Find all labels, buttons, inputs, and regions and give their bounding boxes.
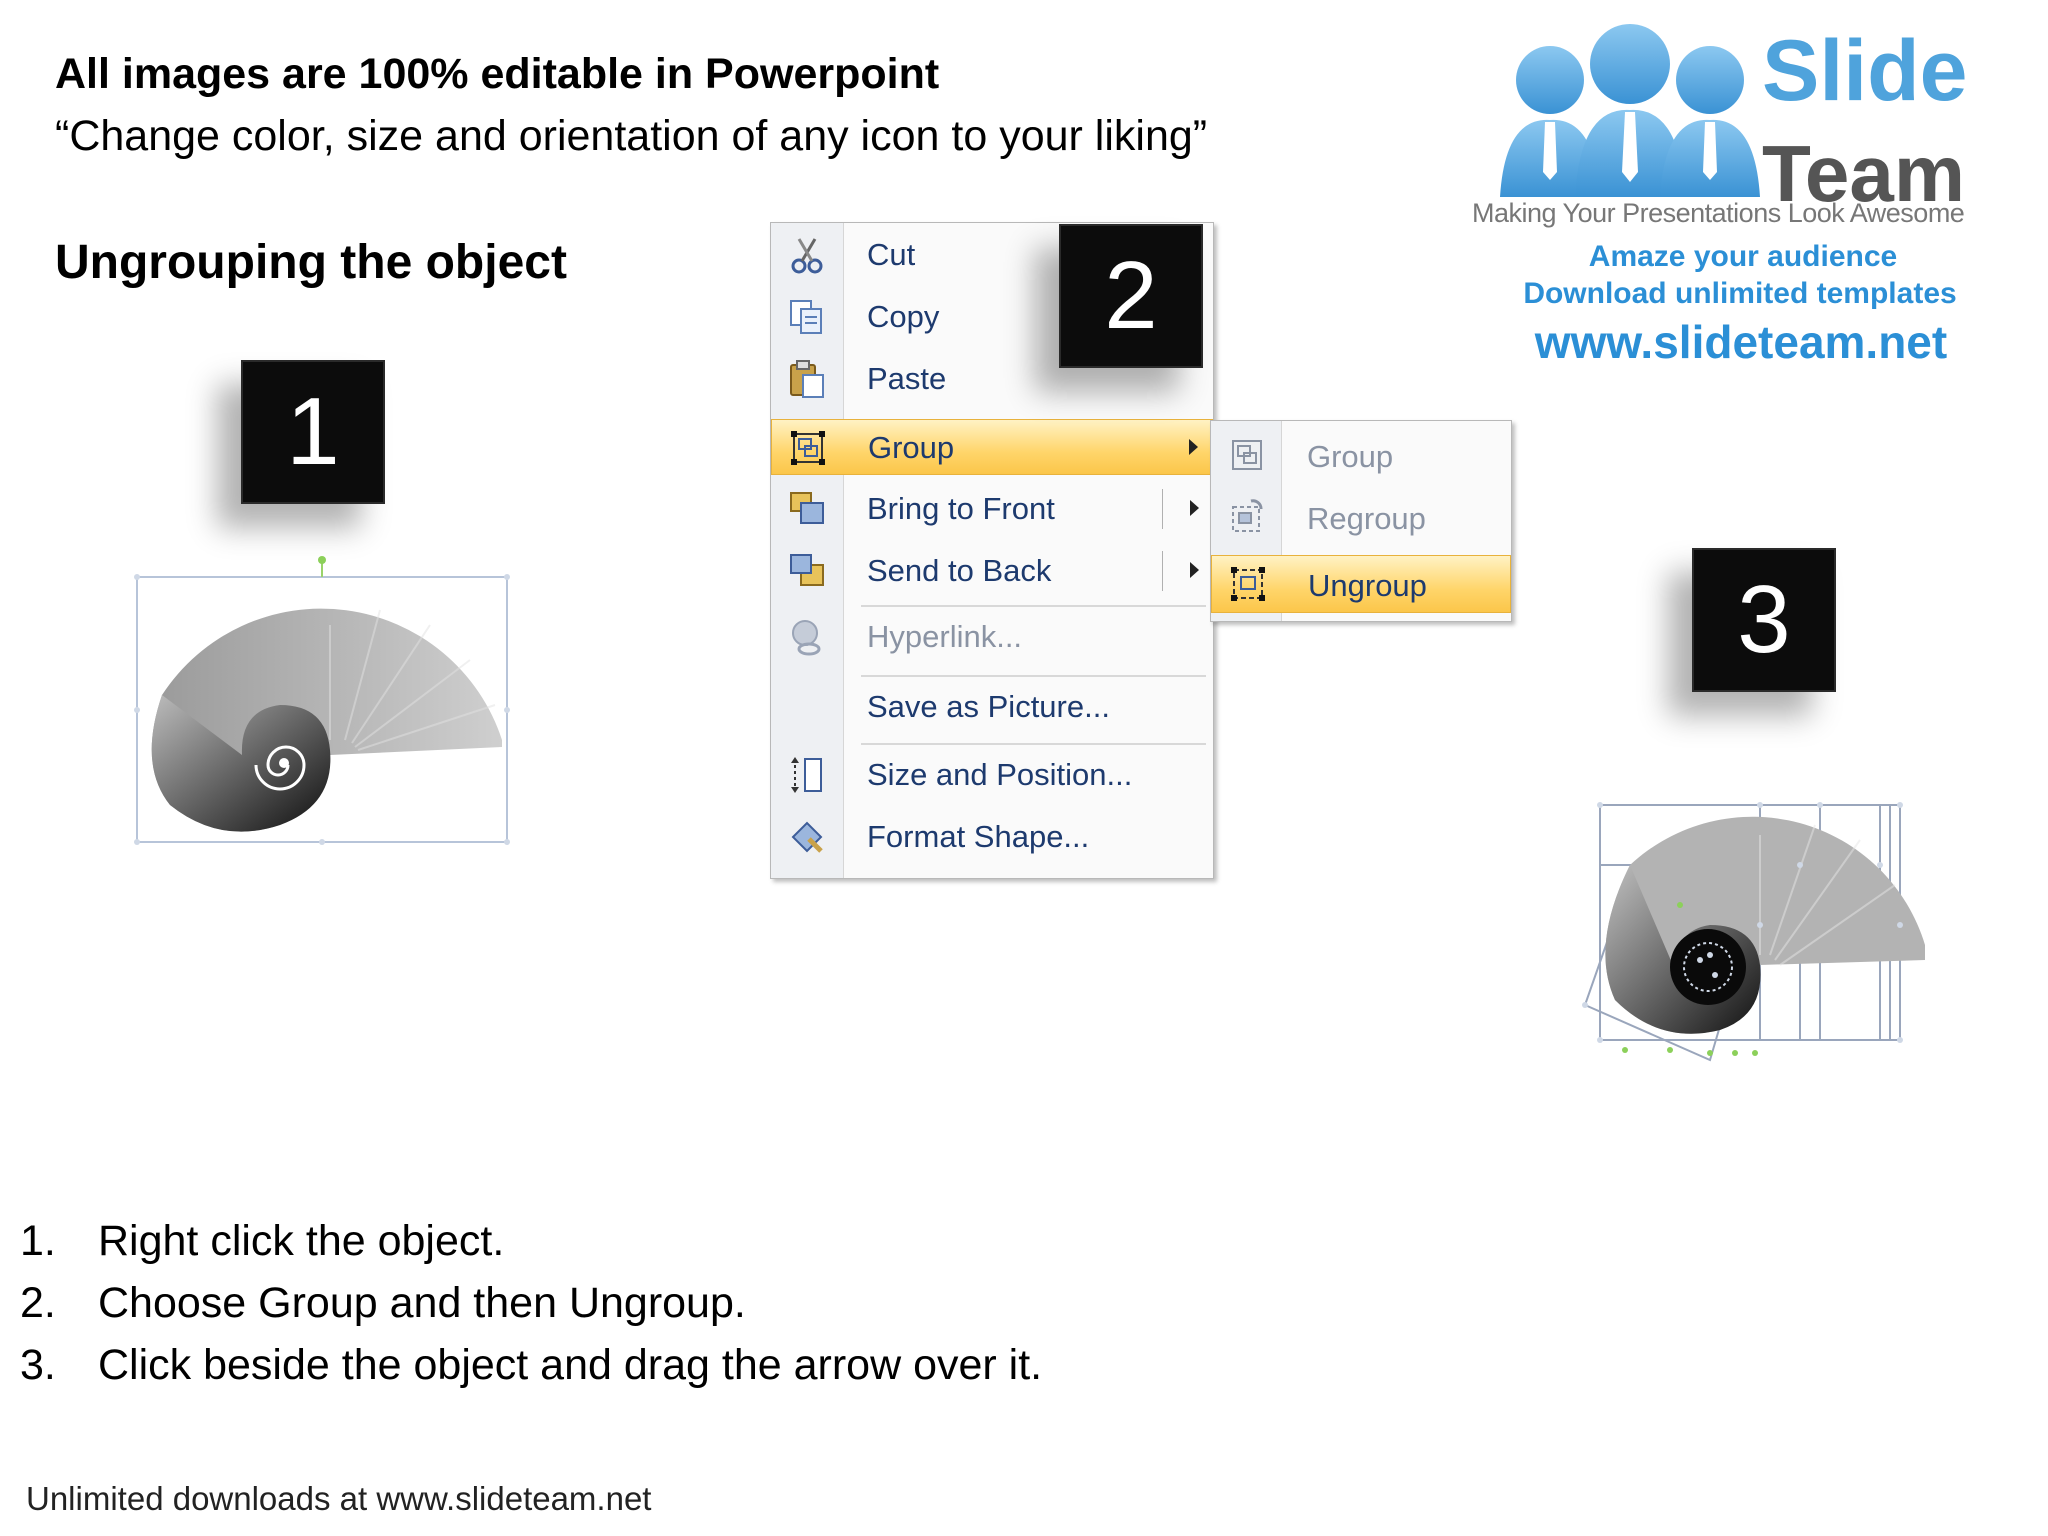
menu-item-bring-to-front-label: Bring to Front: [867, 491, 1055, 526]
menu-item-hyperlink-label: Hyperlink...: [867, 619, 1023, 654]
submenu-arrow-icon[interactable]: [1190, 562, 1199, 578]
menu-item-size-and-position[interactable]: [771, 747, 1213, 803]
menu-item-format-shape-label: Format Shape...: [867, 819, 1090, 854]
step-badge-1: 1: [241, 360, 385, 504]
group-icon: [1227, 435, 1267, 475]
menu-item-size-and-position-label: Size and Position...: [867, 757, 1133, 792]
paste-icon: [787, 359, 827, 399]
menu-item-group[interactable]: [771, 419, 1213, 475]
instruction-steps: [20, 1210, 1042, 1396]
step-item: [20, 1272, 1042, 1334]
nautilus-shape-ungrouped[interactable]: [1560, 795, 1940, 1075]
section-title: Ungrouping the object: [55, 236, 567, 289]
header-subtitle: “Change color, size and orientation of any icon to your liking”: [55, 112, 1208, 160]
header-title: All images are 100% editable in Powerpoint: [55, 50, 940, 98]
menu-item-cut-label: Cut: [867, 237, 916, 272]
logo-tagline: Making Your Presentations Look Awesome: [1472, 198, 1965, 228]
submenu-item-group-label: Group: [1307, 439, 1394, 474]
group-icon: [788, 428, 828, 468]
logo-download-text: Download unlimited templates: [1523, 277, 1957, 310]
footer-text: Unlimited downloads at www.slideteam.net: [26, 1480, 652, 1517]
slideteam-people-logo-icon: [1495, 22, 1767, 202]
menu-item-copy-label: Copy: [867, 299, 940, 334]
hyperlink-icon: [787, 617, 827, 657]
step-number: 2.: [20, 1279, 56, 1327]
logo-title-slide: Slide: [1762, 23, 1968, 119]
step-item: [20, 1334, 1042, 1396]
group-submenu: [1210, 420, 1512, 622]
menu-item-bring-to-front[interactable]: [771, 481, 1213, 537]
ungroup-icon: [1228, 564, 1268, 604]
size-position-icon: [787, 755, 827, 795]
step-badge-2: 2: [1059, 224, 1203, 368]
step-item: [20, 1210, 1042, 1272]
step-text: Right click the object.: [98, 1217, 505, 1265]
submenu-arrow-icon[interactable]: [1190, 500, 1199, 516]
submenu-item-ungroup-label: Ungroup: [1308, 568, 1427, 603]
logo-amaze-text: Amaze your audience: [1588, 240, 1898, 273]
menu-item-send-to-back-label: Send to Back: [867, 553, 1052, 588]
menu-item-group-label: Group: [868, 430, 955, 465]
step-text: Click beside the object and drag the arrow over it.: [98, 1341, 1043, 1389]
menu-item-send-to-back[interactable]: [771, 543, 1213, 599]
menu-item-save-as-picture[interactable]: [771, 679, 1213, 735]
regroup-icon: [1227, 497, 1267, 537]
submenu-split-divider: [1162, 551, 1163, 591]
scissors-icon: [787, 235, 827, 275]
menu-item-paste-label: Paste: [867, 361, 947, 396]
bring-to-front-icon: [787, 489, 827, 529]
logo-title-team: Team: [1762, 129, 1966, 218]
submenu-item-group: [1211, 427, 1511, 485]
format-shape-icon: [787, 817, 827, 857]
copy-icon: [787, 297, 827, 337]
logo-url[interactable]: www.slideteam.net: [1534, 316, 1948, 368]
menu-item-save-as-picture-label: Save as Picture...: [867, 689, 1110, 724]
menu-separator: [861, 743, 1206, 745]
submenu-item-regroup-label: Regroup: [1307, 501, 1426, 536]
menu-item-hyperlink: [771, 609, 1213, 665]
submenu-split-divider: [1162, 489, 1163, 529]
step-number: 3.: [20, 1341, 56, 1389]
step-number: 1.: [20, 1217, 56, 1265]
step-badge-3: 3: [1692, 548, 1836, 692]
menu-separator: [861, 605, 1206, 607]
step-text: Choose Group and then Ungroup.: [98, 1279, 746, 1327]
nautilus-shape-grouped[interactable]: [130, 555, 520, 855]
send-to-back-icon: [787, 551, 827, 591]
submenu-item-regroup: [1211, 489, 1511, 547]
submenu-arrow-icon: [1189, 439, 1198, 455]
menu-item-format-shape[interactable]: [771, 809, 1213, 865]
menu-separator: [861, 675, 1206, 677]
submenu-item-ungroup[interactable]: [1211, 555, 1511, 613]
